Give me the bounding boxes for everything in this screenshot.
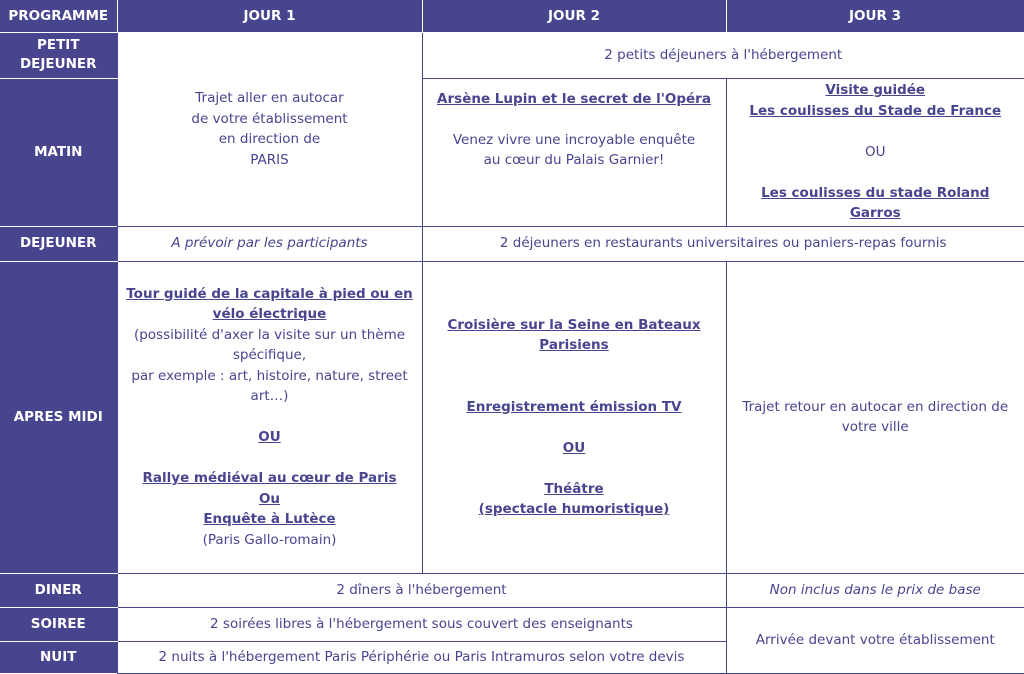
header-jour-1: JOUR 1 [117,0,422,32]
label-petit-dejeuner: PETIT DEJEUNER [0,32,117,78]
cell-matin-jour-1 [117,32,422,226]
cell-matin-jour-2 [422,78,726,226]
header-jour-3: JOUR 3 [726,0,1024,32]
spacer [431,109,718,130]
bateaux-parisiens-link[interactable]: Parisiens [539,337,609,353]
rallye-medieval-link[interactable]: Rallye médiéval au cœur de Paris [142,470,397,487]
visite-guidee-link[interactable]: Visite guidée [825,82,926,99]
spacer [431,417,718,438]
cell-petit-dejeuner-jours-2-3: 2 petits déjeuners à l'hébergement [422,32,1024,78]
croisiere-seine-link[interactable]: Croisière sur la Seine en Bateaux [447,316,701,333]
matin-j1-line: PARIS [250,151,289,168]
cell-apres-midi-jour-2 [422,261,726,573]
stade-de-france-link[interactable]: Les coulisses du Stade de France [749,102,1002,119]
apres-midi-j1-desc: spécifique, [232,347,307,364]
spacer [735,121,1017,142]
diner-j3-text: Non inclus dans le prix de base [769,581,981,598]
apres-midi-j1-desc: par exemple : art, histoire, nature, street [131,367,408,384]
matin-j1-line: de votre établissement [191,110,348,127]
row-apres-midi [0,261,1024,573]
gallo-romain-note: (Paris Gallo-romain) [202,531,337,548]
roland-garros-link[interactable]: Les coulisses du stade Roland Garros [761,184,990,222]
enquete-lutece-link[interactable]: Enquête à Lutèce [203,511,336,528]
spacer [431,356,718,397]
apres-midi-j3-line: Trajet retour en autocar en direction de [742,398,1009,415]
theatre-link[interactable]: Théâtre [544,480,604,497]
cell-diner-jour-3 [726,573,1024,607]
label-diner: DINER [0,573,117,607]
emission-tv-link[interactable]: Enregistrement émission TV [466,398,682,415]
matin-j2-desc: au cœur du Palais Garnier! [483,152,665,168]
header-jour-2: JOUR 2 [422,0,726,32]
label-nuit: NUIT [0,641,117,673]
ou-link[interactable]: OU [258,429,281,446]
label-dejeuner: DEJEUNER [0,226,117,261]
row-petit-dejeuner [0,32,1024,78]
tour-guide-link[interactable]: Tour guidé de la capitale à pied ou en [126,285,413,302]
cell-dejeuner-jours-2-3: 2 déjeuners en restaurants universitaires ou paniers-repas fournis [422,226,1024,261]
header-programme: PROGRAMME [0,0,117,32]
cell-nuit-jours-1-2: 2 nuits à l'hébergement Paris Périphérie ou Paris Intramuros selon votre devis [117,641,726,673]
dejeuner-j1-text: A prévoir par les participants [171,235,368,252]
ou-link[interactable]: OU [562,439,586,456]
cell-diner-jours-1-2: 2 dîners à l'hébergement [117,573,726,607]
spacer [126,448,414,469]
row-diner [0,573,1024,607]
arsene-lupin-link[interactable]: Arsène Lupin et le secret de l'Opéra [437,90,711,107]
apres-midi-j1-desc: (possibilité d'axer la visite sur un thème [133,326,406,343]
apres-midi-j1-desc: art…) [250,388,289,405]
header-row [0,0,1024,32]
matin-j2-desc: Venez vivre une incroyable enquête [452,131,696,148]
cell-apres-midi-jour-1 [117,261,422,573]
row-dejeuner [0,226,1024,261]
matin-j1-line: en direction de [218,131,321,147]
spacer [431,458,718,479]
ou-text: OU [864,143,886,160]
matin-j1-line: Trajet aller en autocar [195,90,344,106]
apres-midi-j3-line: votre ville [841,419,909,435]
cell-dejeuner-jour-1 [117,226,422,261]
spacer [735,162,1017,183]
row-soiree [0,607,1024,641]
cell-soiree-jours-1-2: 2 soirées libres à l'hébergement sous couvert des enseignants [117,607,726,641]
label-soiree: SOIREE [0,607,117,641]
cell-soiree-nuit-jour-3: Arrivée devant votre établissement [726,607,1024,673]
spacer [126,407,414,428]
label-matin: MATIN [0,78,117,226]
ou-link[interactable]: Ou [258,490,281,507]
cell-apres-midi-jour-3 [726,261,1024,573]
velo-electrique-link[interactable]: vélo électrique [212,306,327,323]
spectacle-humoristique-link[interactable]: (spectacle humoristique) [478,501,670,517]
label-apres-midi: APRES MIDI [0,261,117,573]
cell-matin-jour-3 [726,78,1024,226]
